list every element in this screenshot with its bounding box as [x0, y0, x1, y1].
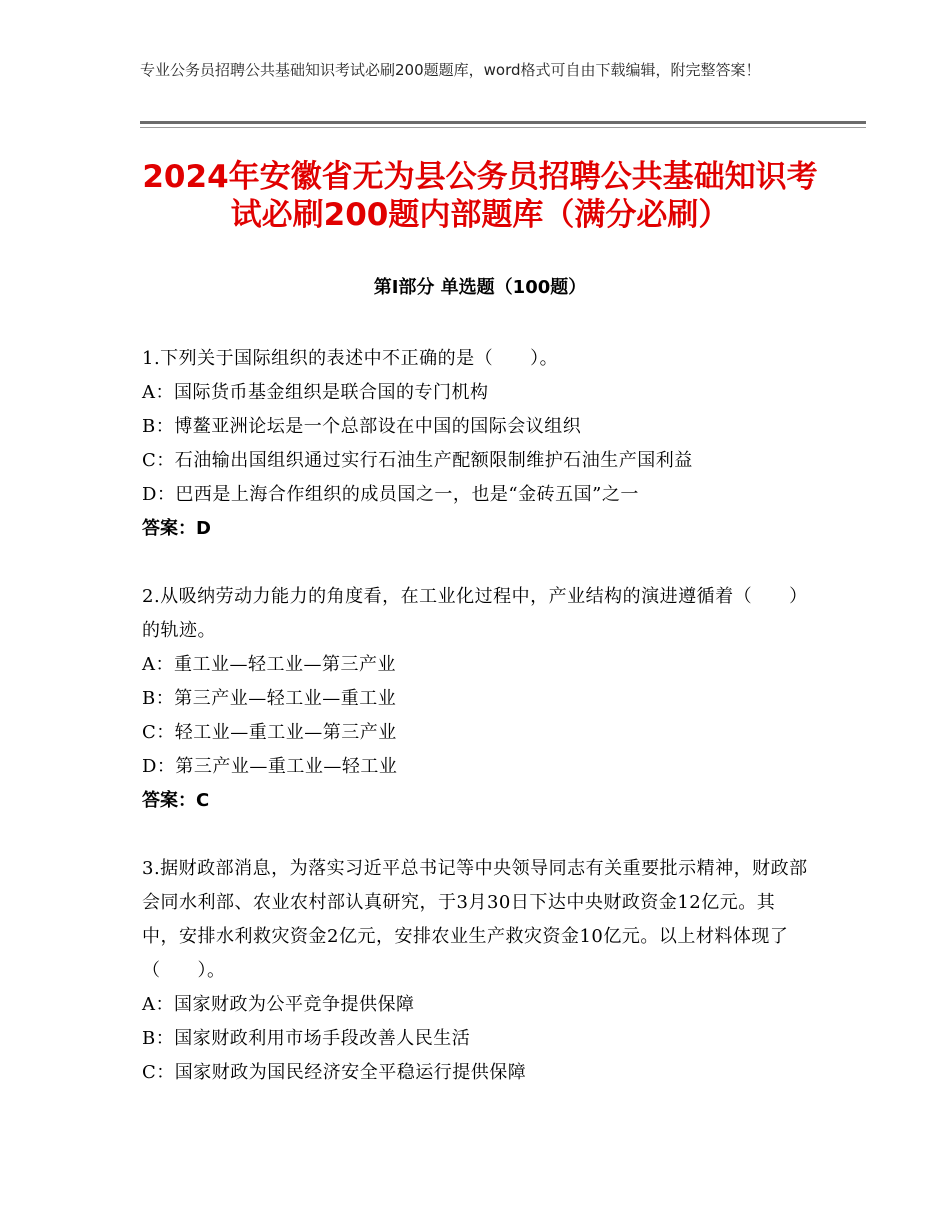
header-rule-thick	[140, 121, 866, 124]
option-c: C：石油输出国组织通过实行石油生产配额限制维护石油生产国利益	[142, 450, 693, 471]
option-b: B：国家财政利用市场手段改善人民生活	[142, 1028, 471, 1049]
question-3	[142, 852, 812, 1090]
header-note: 专业公务员招聘公共基础知识考试必刷200题题库，word格式可自由下载编辑，附完整答案！	[140, 61, 761, 79]
option-c: C：轻工业—重工业—第三产业	[142, 722, 397, 743]
question-list	[142, 342, 812, 1124]
question-stem: 3.据财政部消息，为落实习近平总书记等中央领导同志有关重要批示精神，财政部会同水利部、农业农村部认真研究，于3月30日下达中央财政资金12亿元。其中，安排水利救灾资金2亿元，安排农业生产救灾资金10亿元。以上材料体现了（ ）。	[142, 858, 808, 981]
option-d: D：第三产业—重工业—轻工业	[142, 756, 398, 777]
question-2	[142, 580, 812, 818]
option-a: A：国际货币基金组织是联合国的专门机构	[142, 382, 489, 403]
answer: 答案：C	[142, 790, 210, 811]
option-b: B：博鳌亚洲论坛是一个总部设在中国的国际会议组织	[142, 416, 582, 437]
option-b: B：第三产业—轻工业—重工业	[142, 688, 397, 709]
document-title: 2024年安徽省无为县公务员招聘公共基础知识考试必刷200题内部题库（满分必刷）	[142, 159, 818, 233]
question-stem: 2.从吸纳劳动力能力的角度看，在工业化过程中，产业结构的演进遵循着（ ）的轨迹。	[142, 586, 808, 641]
question-stem: 1.下列关于国际组织的表述中不正确的是（ ）。	[142, 348, 559, 369]
option-a: A：重工业—轻工业—第三产业	[142, 654, 396, 675]
section-title: 第Ⅰ部分 单选题（100题）	[373, 277, 587, 298]
option-d: D：巴西是上海合作组织的成员国之一，也是“金砖五国”之一	[142, 484, 639, 505]
header-rule-thin	[140, 127, 866, 128]
option-a: A：国家财政为公平竞争提供保障	[142, 994, 415, 1015]
question-1	[142, 342, 812, 546]
answer: 答案：D	[142, 518, 211, 539]
option-c: C：国家财政为国民经济安全平稳运行提供保障	[142, 1062, 527, 1083]
